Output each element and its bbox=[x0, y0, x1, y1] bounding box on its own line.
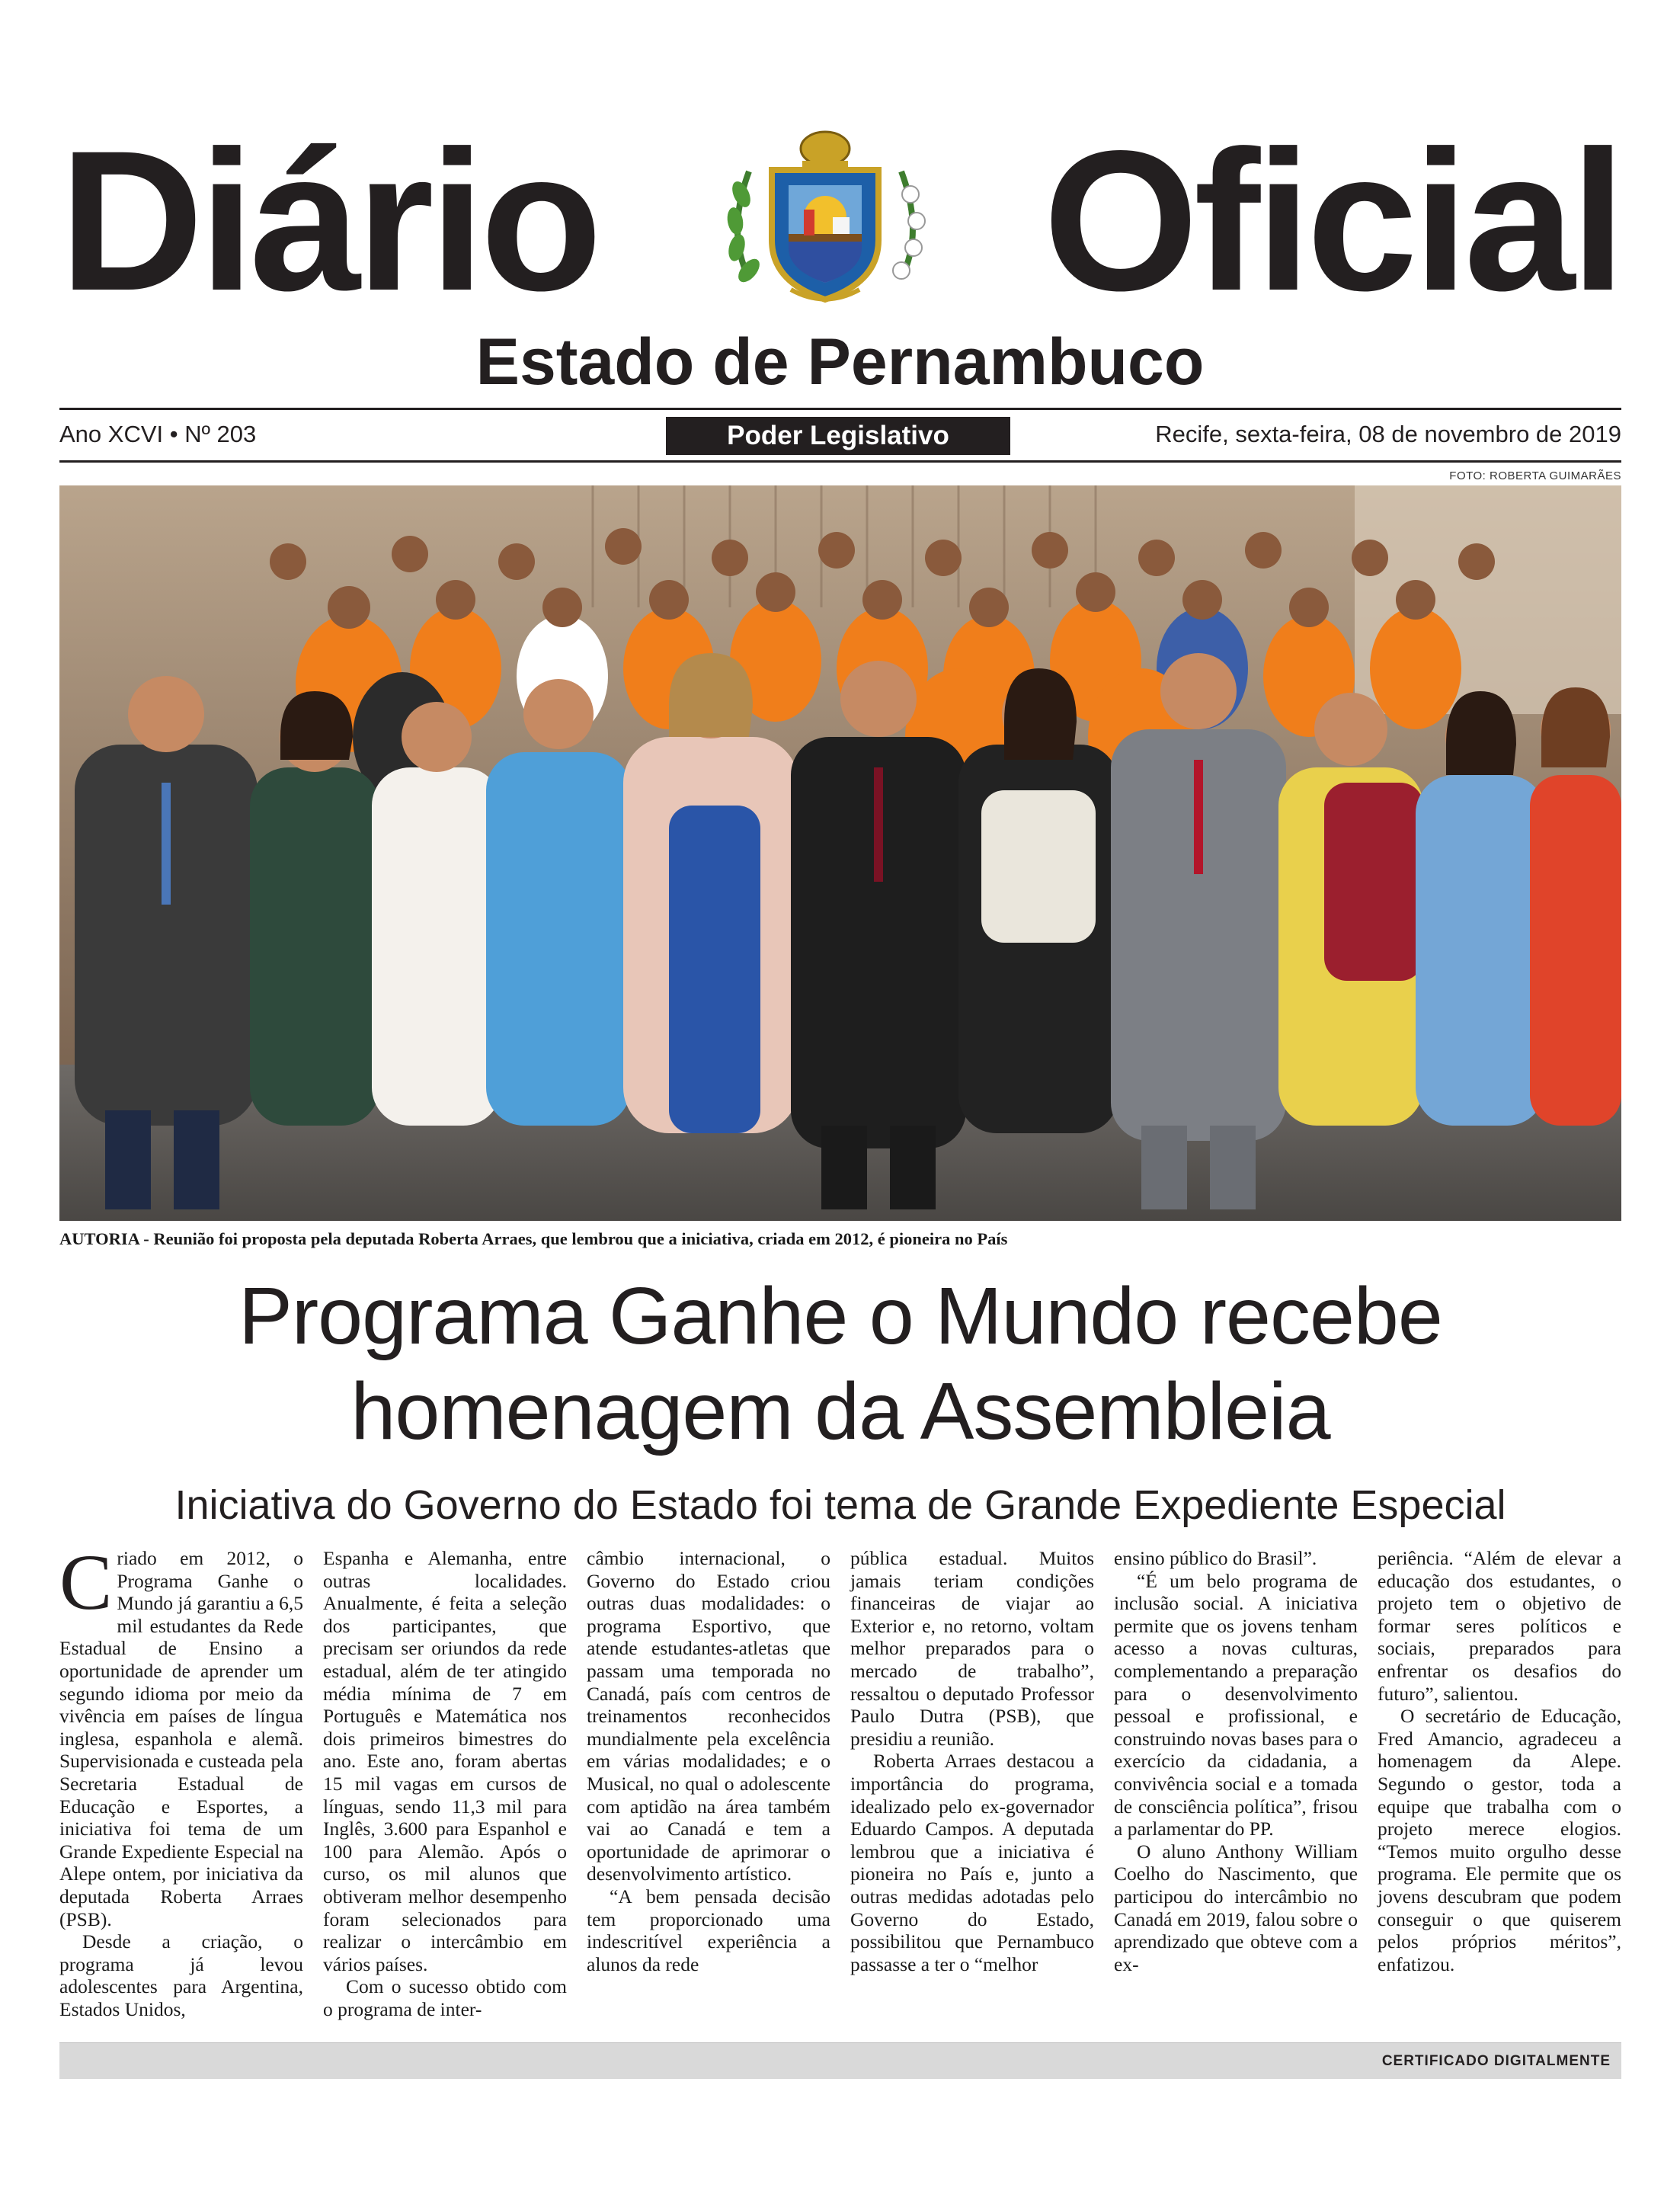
digital-certificate-label: CERTIFICADO DIGITALMENTE bbox=[1381, 2053, 1611, 2069]
issue-number: Ano XCVI • Nº 203 bbox=[59, 421, 257, 447]
section-label: Poder Legislativo bbox=[666, 417, 1010, 455]
paragraph bbox=[59, 1539, 303, 1930]
top-divider bbox=[59, 408, 1621, 410]
column-2 bbox=[323, 1547, 567, 2020]
dateline: Recife, sexta-feira, 08 de novembro de 2019 bbox=[1155, 421, 1621, 447]
paragraph: câmbio internacional, o Governo do Estado criou outras duas modalidades: o programa Esportivo, que atende estudantes-atletas que passam uma temporada no Canadá, país com centros de treinamentos reconhecidos mundialmente pela excelência em várias modalidades; e o Musical, no qual o adolescente com aptidão na área também vai ao Canadá e tem a oportunidade de aprimorar o desenvolvimento artístico. bbox=[587, 1547, 830, 1885]
bottom-divider bbox=[59, 460, 1621, 463]
paragraph: Espanha e Alemanha, entre outras localidades. Anualmente, é feita a seleção dos participantes, que precisam ser oriundos da rede estadual, além de ter atingido média mínima de 7 em Português e Matemática nos dois primeiros bimestres do ano. Este ano, foram abertas 15 mil vagas em cursos de línguas, sendo 11,3 mil para Inglês, 3.600 para Espanhol e 100 para Alemão. Após o curso, os mil alunos que obtiveram melhor desempenho foram selecionados para realizar o intercâmbio em vários países. bbox=[323, 1547, 567, 1975]
column-3 bbox=[587, 1547, 830, 1975]
deck: Iniciativa do Governo do Estado foi tema de Grande Expediente Especial bbox=[174, 1482, 1506, 1528]
paragraph: “É um belo programa de inclusão social. A iniciativa permite que os jovens tenham acesso a novas culturas, complementando a preparação para o desenvolvimento pessoal e profissional, e construindo novas bases para o exercício da cidadania, a convivência social e a tomada de consciência política”, frisou a parlamentar do PP. bbox=[1114, 1569, 1358, 1840]
masthead-subtitle: Estado de Pernambuco bbox=[475, 325, 1205, 399]
footer-bar bbox=[59, 2042, 1621, 2079]
drop-cap: C bbox=[59, 1539, 113, 1626]
photo-credit: FOTO: ROBERTA GUIMARÃES bbox=[1449, 469, 1621, 482]
group-photo-image bbox=[59, 485, 1621, 1221]
masthead-title-left: Diário bbox=[59, 109, 598, 332]
headline-line-1: Programa Ganhe o Mundo recebe bbox=[238, 1271, 1442, 1361]
group-photo bbox=[59, 485, 1621, 1221]
masthead-title-right: Oficial bbox=[1043, 109, 1621, 332]
photo-caption: AUTORIA - Reunião foi proposta pela deputada Roberta Arraes, que lembrou que a iniciativa, criada em 2012, é pioneira no País bbox=[59, 1229, 1008, 1248]
paragraph: Com o sucesso obtido com o programa de inter- bbox=[323, 1975, 567, 2020]
paragraph: periência. “Além de elevar a educação dos estudantes, o projeto tem o objetivo de formar seres políticos e sociais, preparados para enfrentar os desafios do futuro”, salientou. bbox=[1378, 1547, 1621, 1705]
column-5 bbox=[1114, 1547, 1358, 1975]
paragraph: Roberta Arraes destacou a importância do programa, idealizado pelo ex-governador Eduardo Campos. A deputada lembrou que a iniciativa é pioneira no País e, junto a outras medidas adotadas pelo Governo do Estado, possibilitou que Pernambuco passasse a ter o “melhor bbox=[850, 1750, 1094, 1975]
column-1 bbox=[59, 1539, 303, 2020]
paragraph-text: riado em 2012, o Programa Ganhe o Mundo já garantiu a 6,5 mil estudantes da Rede Estadual de Ensino a oportunidade de aprender um segundo idioma por meio da vivência em países de língua inglesa, espanhola e alemã. Supervisionada e custeada pela Secretaria Estadual de Educação e Esportes, a iniciativa foi tema de um Grande Expediente Especial na Alepe ontem, por iniciativa da deputada Roberta Arraes (PSB). bbox=[59, 1547, 303, 1930]
column-4 bbox=[850, 1547, 1094, 1975]
paragraph: “A bem pensada decisão tem proporcionado uma indescritível experiência a alunos da rede bbox=[587, 1885, 830, 1975]
paragraph: pública estadual. Muitos jamais teriam condições financeiras de viajar ao Exterior e, no retorno, voltam melhor preparados para o mercado de trabalho”, ressaltou o deputado Professor Paulo Dutra (PSB), que presidiu a reunião. bbox=[850, 1547, 1094, 1750]
paragraph: ensino público do Brasil”. bbox=[1114, 1547, 1317, 1569]
headline-line-2: homenagem da Assembleia bbox=[350, 1366, 1330, 1456]
masthead bbox=[59, 109, 1621, 332]
paragraph: Desde a criação, o programa já levou adolescentes para Argentina, Estados Unidos, bbox=[59, 1930, 303, 2020]
headline bbox=[59, 1269, 1621, 1459]
paragraph: O secretário de Educação, Fred Amancio, agradeceu a homenagem da Alepe. Segundo o gestor, toda a equipe que trabalha com o projeto merece elogios. “Temos muito orgulho desse programa. Ele permite que os jovens descubram que podem conseguir o que quiserem pelos próprios méritos”, enfatizou. bbox=[1378, 1705, 1621, 1975]
paragraph: O aluno Anthony William Coelho do Nascimento, que participou do intercâmbio no Canadá em 2019, falou sobre o aprendizado que obteve com a ex- bbox=[1114, 1840, 1358, 1975]
coat-of-arms-icon bbox=[718, 126, 932, 309]
article-body bbox=[59, 1539, 1621, 2027]
column-6 bbox=[1378, 1547, 1621, 1975]
